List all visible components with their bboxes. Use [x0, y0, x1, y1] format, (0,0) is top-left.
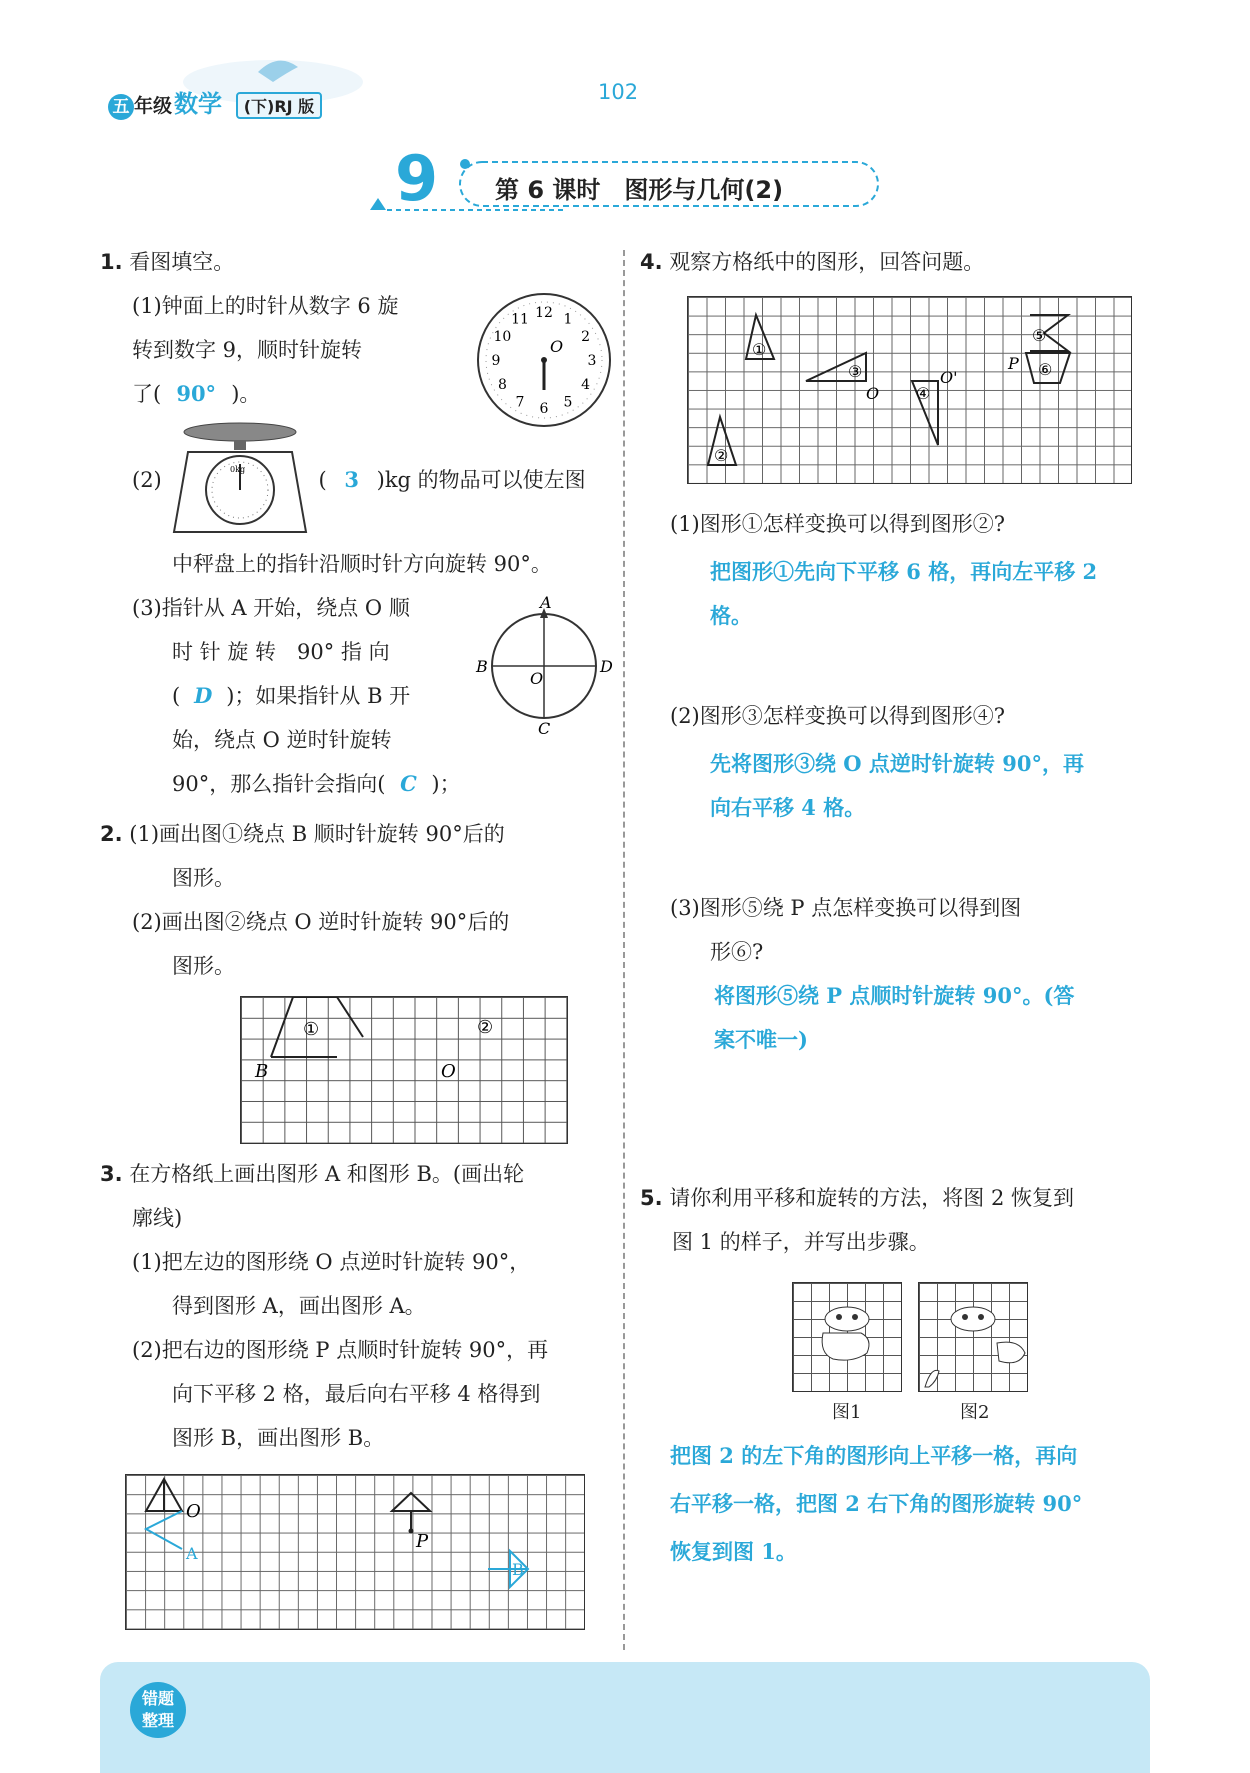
header-banner [108, 52, 408, 122]
edition-label: (下)RJ 版 [236, 92, 322, 119]
q4-sub2-answer1[interactable]: 先将图形③绕 O 点逆时针旋转 90°，再 [710, 751, 1084, 776]
q1-p2-line2: 中秤盘上的指针沿顺时针方向旋转 90°。 [172, 552, 552, 576]
q4-label-P: P [1008, 354, 1019, 373]
q4-sub3-answer1[interactable]: 将图形⑤绕 P 点顺时针旋转 90°。(答 [714, 983, 1075, 1008]
unit-number: 9 [395, 142, 439, 215]
column-divider [623, 250, 625, 1650]
clock-numeral: 8 [497, 377, 507, 393]
q4-label-O: O [866, 384, 880, 403]
lesson-banner [365, 142, 885, 218]
q4-label-s3: ③ [848, 362, 863, 381]
footer-mistakes-area[interactable] [100, 1662, 1150, 1773]
q4-sub3-answer2[interactable]: 案不唯一) [714, 1027, 808, 1052]
q5-answer3[interactable]: 恢复到图 1。 [670, 1539, 797, 1564]
clock-numeral: 2 [581, 329, 591, 345]
compass-label-C: C [538, 719, 551, 734]
q1-p1-answer[interactable]: 90° [176, 381, 217, 406]
q4-sub2: (2)图形③怎样变换可以得到图形④? 先将图形③绕 O 点逆时针旋转 90°，再 向右平移 4 格。 [670, 694, 1150, 830]
q1-p1-line3: 了( 90° )。 [132, 372, 620, 416]
clock-numeral: 6 [539, 401, 549, 417]
clock-numeral: 3 [587, 353, 597, 369]
svg-text:0kg: 0kg [230, 465, 246, 474]
q5-figure2 [918, 1282, 1028, 1392]
clock-numeral: 12 [535, 305, 553, 321]
subject-label: 数学 [174, 90, 223, 118]
q4-sub1: (1)图形①怎样变换可以得到图形②? 把图形①先向下平移 6 格，再向左平移 2 格。 [670, 502, 1150, 638]
q2-label-shape1: ① [303, 1019, 320, 1040]
q5-answer1[interactable]: 把图 2 的左下角的图形向上平移一格，再向 [670, 1443, 1078, 1468]
q3-grid[interactable] [125, 1474, 585, 1630]
q1-p3-answer2[interactable]: C [400, 771, 417, 796]
q4-label-Op: O' [940, 368, 958, 387]
q1-number: 1. [100, 250, 123, 274]
q1-p1-line2: 转到数字 9，顺时针旋转 [132, 338, 363, 362]
compass-label-A: A [540, 596, 552, 612]
grade-badge: 五 [108, 94, 134, 120]
q1-p2-answer[interactable]: 3 [344, 467, 359, 492]
q4-grid [687, 296, 1132, 484]
q5-answer [670, 1434, 1150, 1574]
compass-figure [474, 596, 614, 734]
q2-grid[interactable] [240, 996, 568, 1144]
q5-figure1 [792, 1282, 902, 1392]
clock-center-label: O [550, 337, 564, 356]
q5: 5. 请你利用平移和旋转的方法，将图 2 恢复到 图 1 的样子，并写出步骤。 [640, 1186, 1074, 1254]
q4-label-s1: ① [752, 340, 767, 359]
q4-sub2-answer2[interactable]: 向右平移 4 格。 [710, 795, 866, 820]
q3-label-B: B [512, 1560, 524, 1579]
q1-p3: (3)指针从 A 开始，绕点 O 顺 时 针 旋 转 90° 指 向 ( D )；如果指针从 B 开 始，绕点 O 逆时针旋转 90°，那么指针会指向( C )； [132, 586, 462, 806]
q1-p2: (2) ( 3 )kg 的物品可以使左图 [132, 458, 622, 502]
clock-numeral: 7 [515, 394, 525, 411]
q4-title: 4. 观察方格纸中的图形，回答问题。 [640, 250, 985, 274]
compass-label-D: D [600, 657, 613, 676]
q5-answer2[interactable]: 右平移一格，把图 2 右下角的图形旋转 90° [670, 1491, 1083, 1516]
page-number: 102 [598, 80, 639, 104]
q4-sub1-answer1[interactable]: 把图形①先向下平移 6 格，再向左平移 2 [710, 559, 1098, 584]
footer-badge: 错题 整理 [130, 1682, 186, 1738]
q2-label-O: O [441, 1061, 456, 1082]
clock-numeral: 11 [511, 311, 529, 328]
q4-label-s4: ④ [916, 384, 931, 403]
grade-label: 年级 [134, 95, 173, 117]
q4-label-s5: ⑤ [1032, 326, 1047, 345]
q5-figure2-caption: 图2 [960, 1402, 990, 1423]
compass-label-B: B [476, 657, 488, 676]
q4-sub3: (3)图形⑤绕 P 点怎样变换可以得到图 形⑥? 将图形⑤绕 P 点顺时针旋转 90°。(答 案不唯一) [670, 886, 1150, 1062]
compass-label-O: O [530, 669, 544, 688]
clock-numeral: 1 [563, 311, 573, 328]
q4-label-s2: ② [714, 446, 729, 465]
q1-p1-line1: (1)钟面上的时针从数字 6 旋 [132, 294, 399, 318]
clock-numeral: 4 [581, 377, 591, 393]
q3: 3. 在方格纸上画出图形 A 和图形 B。(画出轮 廓线) (1)把左边的图形绕 O 点逆时针旋转 90°， 得到图形 A，画出图形 A。 (2)把右边的图形绕 P 点顺时针旋转 90°，再 向下平移 2 格，最后向右平移 4 格得到 图形 B，画出图形 B。 [100, 1162, 549, 1450]
q3-label-P: P [416, 1531, 429, 1552]
lesson-title: 第 6 课时 图形与几何(2) [495, 176, 784, 204]
q3-label-A: A [186, 1544, 198, 1563]
q1-title: 看图填空。 [129, 250, 235, 274]
q2-label-shape2: ② [477, 1017, 494, 1038]
clock-numeral: 10 [493, 329, 512, 345]
q2: 2. (1)画出图①绕点 B 顺时针旋转 90°后的 图形。 (2)画出图②绕点 O 逆时针旋转 90°后的 图形。 [100, 822, 510, 978]
clock-numeral: 9 [491, 353, 501, 369]
q3-label-O: O [186, 1501, 201, 1522]
q2-label-B: B [255, 1061, 269, 1082]
clock-numeral: 5 [563, 394, 573, 411]
q1-p3-answer1[interactable]: D [194, 683, 213, 708]
q4-sub1-answer2[interactable]: 格。 [710, 603, 752, 628]
q4-label-s6: ⑥ [1038, 360, 1053, 379]
clock-face [474, 290, 614, 430]
q5-figure1-caption: 图1 [832, 1402, 862, 1423]
